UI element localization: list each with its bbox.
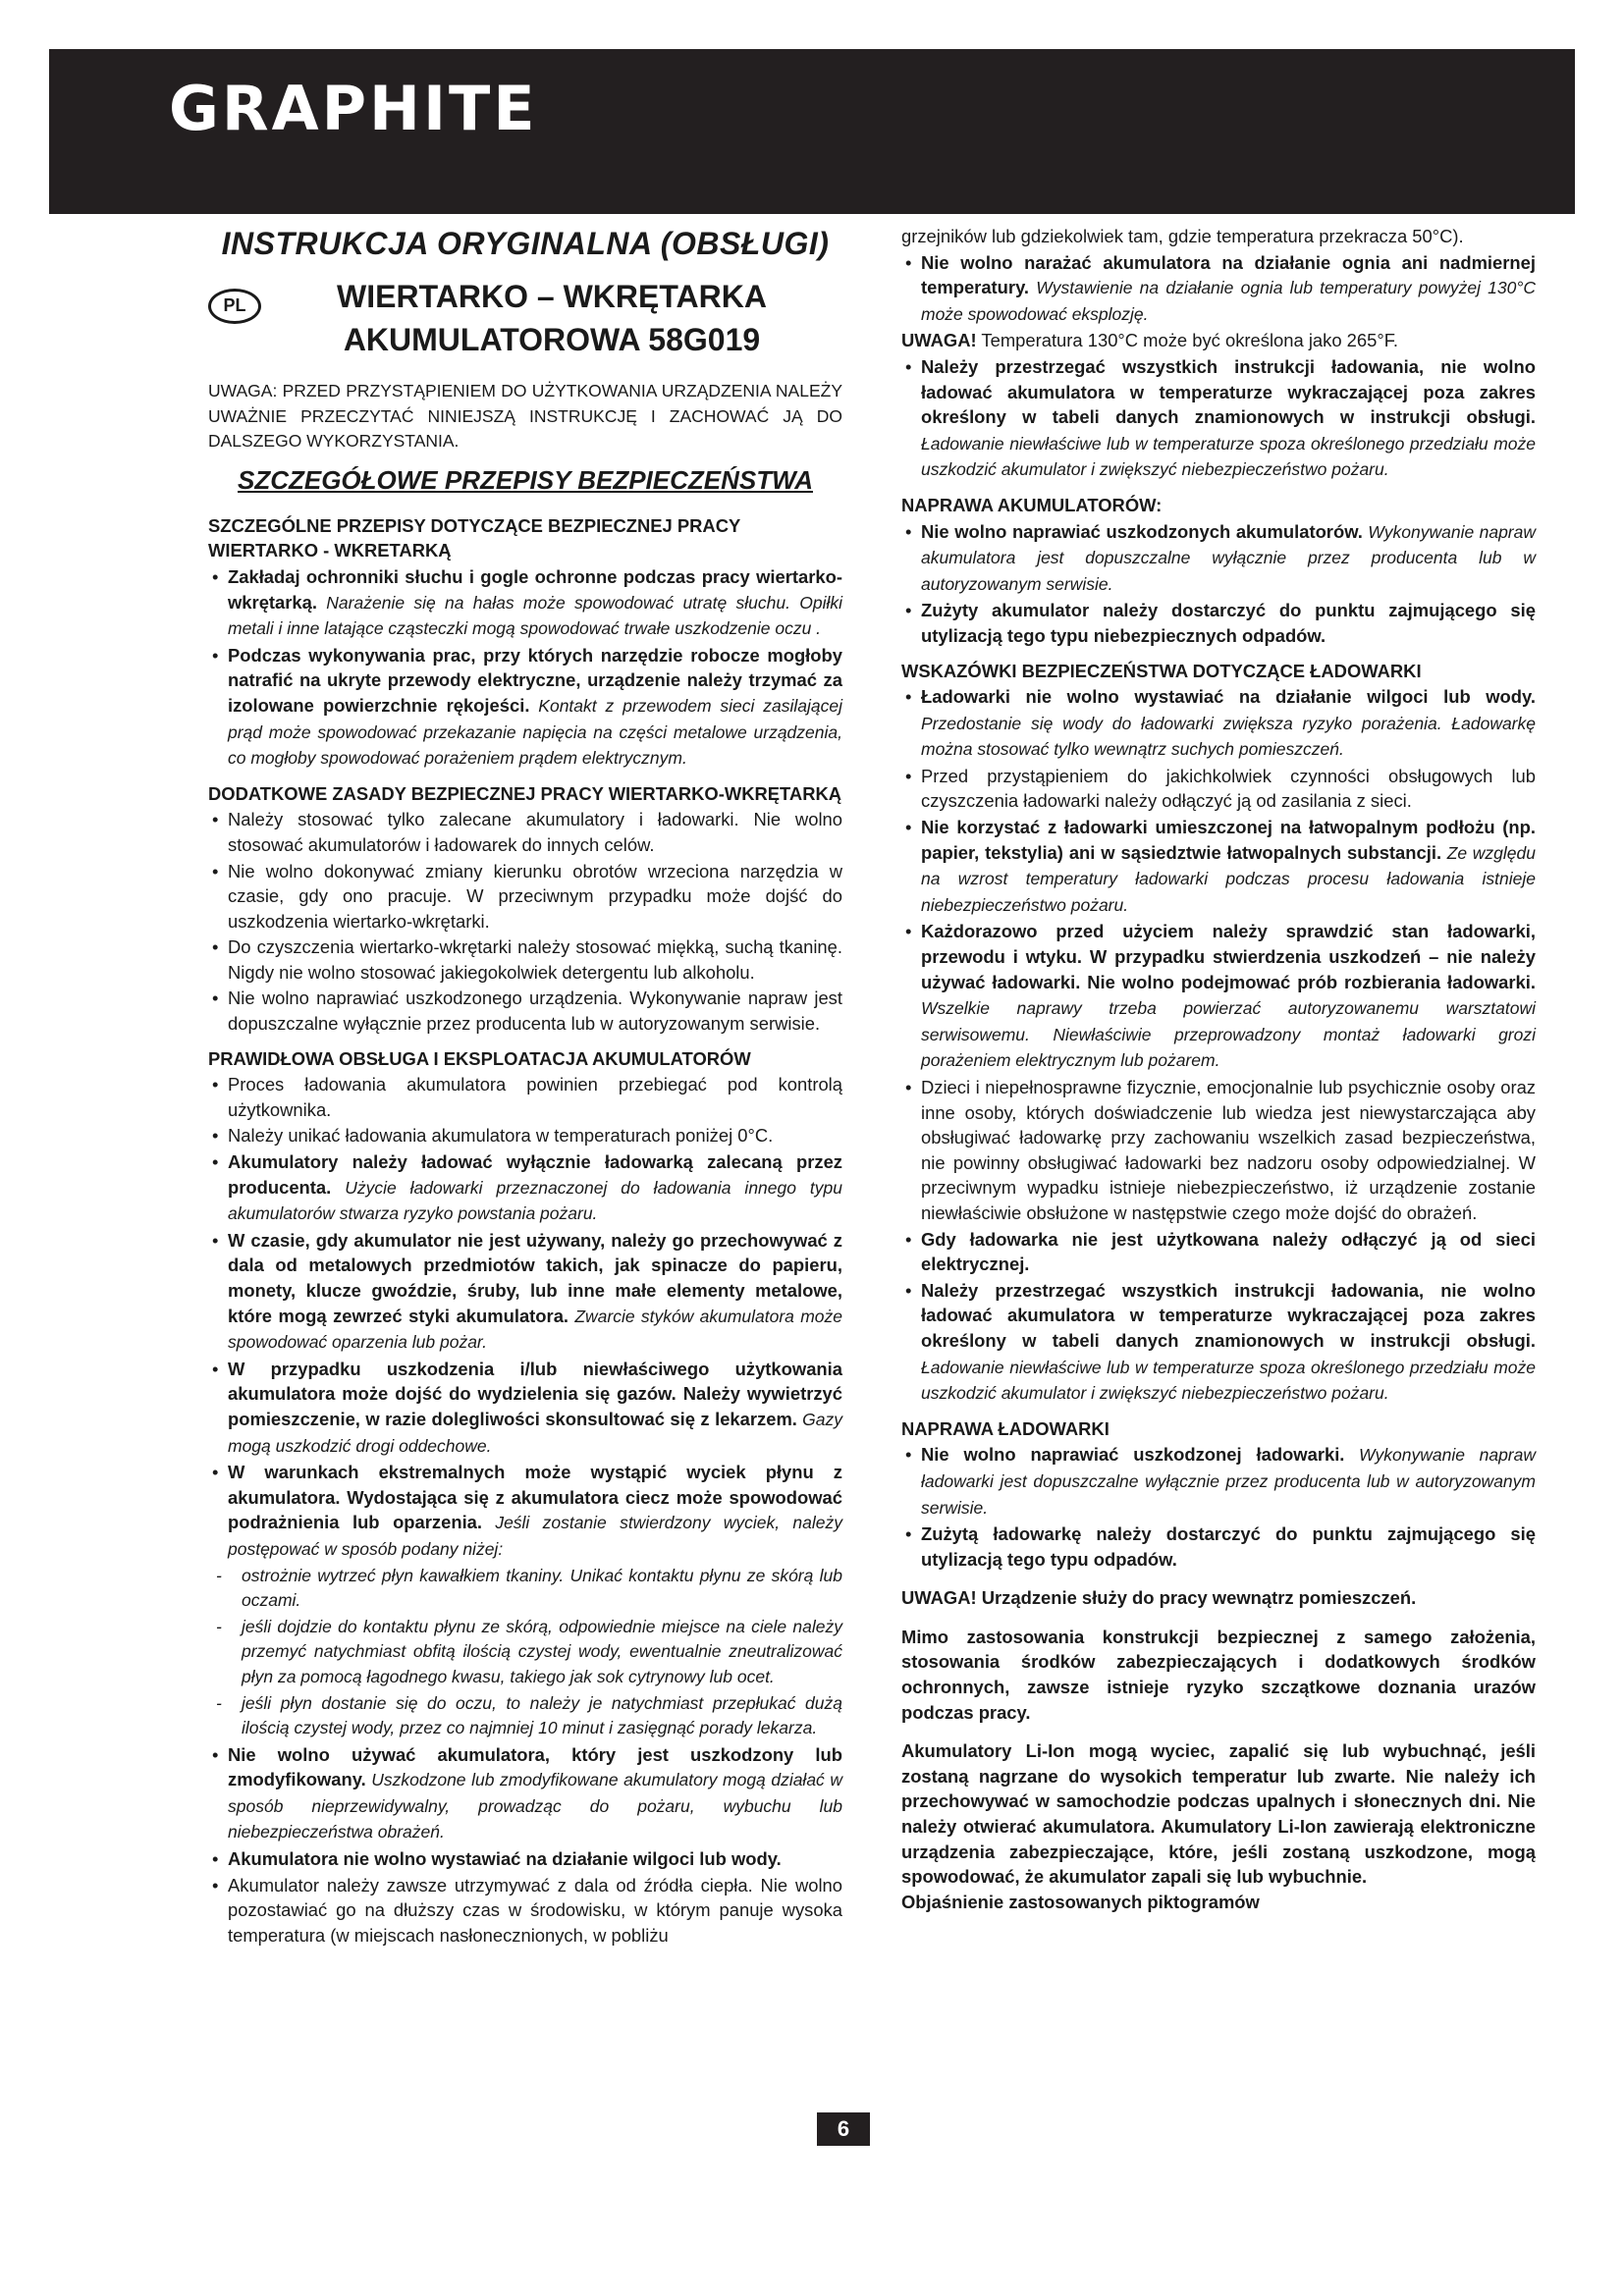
bold-text: Nie wolno używać akumulatora, który jest uszkodzony lub zmodyfikowany. bbox=[228, 1743, 842, 1790]
italic-text: Przedostanie się wody do ładowarki zwiększa ryzyko porażenia. Ładowarkę można stosować tylko wewnątrz suchych pomieszczeń. bbox=[921, 713, 1536, 760]
italic-text: Jeśli zostanie stwierdzony wyciek, należy postępować w sposób podany niżej: bbox=[228, 1513, 842, 1559]
list-item bbox=[208, 643, 842, 772]
list-item bbox=[901, 519, 1536, 598]
bold-text: Akumulatora nie wolno wystawiać na działanie wilgoci lub wody. bbox=[228, 1848, 782, 1870]
list-item bbox=[901, 250, 1536, 328]
li-ion-notice: Akumulatory Li-Ion mogą wyciec, zapalić się lub wybuchnąć, jeśli zostaną nagrzane do wysokich temperatur lub zwarte. Nie należy ich przechowywać w samochodzie podczas upalnych i słonecznych dni. Nie należy otwierać akumulatora. Akumulatory Li-Ion zawierają elektroniczne urządzenia zabezpieczające, które, jeśli zostaną uszkodzone, mogą spowodować, że akumulator zapali się lub wybuchnie. bbox=[901, 1740, 1536, 1888]
italic-text: Gazy mogą uszkodzić drogi oddechowe. bbox=[228, 1409, 842, 1456]
uwaga-text: Temperatura 130°C może być określona jako 265°F. bbox=[976, 330, 1399, 351]
subsection-heading: PRAWIDŁOWA OBSŁUGA I EKSPLOATACJA AKUMULATORÓW bbox=[208, 1047, 751, 1069]
dash-item: - jeśli płyn dostanie się do oczu, to należy je natychmiast przepłukać dużą ilością czystej wody, przez co najmniej 10 minut i zasięgnąć porady lekarza. bbox=[208, 1691, 842, 1741]
bold-text: Nie korzystać z ładowarki umieszczonej na łatwopalnym podłożu (np. papier, tekstylia) ani w sąsiedztwie łatwopalnych substancji. bbox=[921, 817, 1536, 863]
italic-text: Użycie ładowarki przeznaczonej do ładowania innego typu akumulatorów stwarza ryzyko powstania pożaru. bbox=[228, 1177, 842, 1224]
list-item bbox=[208, 1228, 842, 1356]
list-item bbox=[208, 1742, 842, 1845]
language-badge: PL bbox=[208, 289, 261, 324]
body-text: Akumulator należy zawsze utrzymywać z dala od źródła ciepła. Nie wolno pozostawiać go na dłuższy czas w środowisku, w którym panuje wysoka temperatura (w miejscach nasłonecznionych, w pobliżu bbox=[228, 1874, 842, 1946]
list-item bbox=[208, 1357, 842, 1459]
bold-text: Podczas wykonywania prac, przy których narzędzie robocze mogłoby natrafić na ukryte przewody elektryczne, urządzenie należy trzymać za izolowane powierzchnie rękojeści. bbox=[228, 644, 842, 716]
bold-text: Należy przestrzegać wszystkich instrukcji ładowania, nie wolno ładować akumulatora w temperaturze wykraczającej poza zakres określony w tabeli danych znamionowych w instrukcji obsługi. bbox=[921, 1279, 1536, 1351]
list-item bbox=[208, 564, 842, 642]
bold-text: Zakładaj ochronniki słuchu i gogle ochronne podczas pracy wiertarko-wkrętarką. bbox=[228, 565, 842, 613]
italic-text: Ładowanie niewłaściwe lub w temperaturze spoza określonego przedziału może uszkodzić akumulator i zwiększyć niebezpieczeństwo pożaru. bbox=[921, 433, 1536, 480]
continued-text: grzejników lub gdziekolwiek tam, gdzie temperatura przekracza 50°C). bbox=[901, 226, 1464, 246]
body-text: Przed przystąpieniem do jakichkolwiek czynności obsługowych lub czyszczenia ładowarki należy odłączyć ją od zasilania z sieci. bbox=[921, 765, 1536, 812]
list-item bbox=[208, 1873, 842, 1949]
product-heading bbox=[208, 275, 842, 361]
product-name bbox=[261, 275, 842, 361]
bold-text: Ładowarki nie wolno wystawiać na działanie wilgoci lub wody. bbox=[921, 686, 1536, 708]
list-item: • Nie wolno naprawiać uszkodzonego urządzenia. Wykonywanie napraw jest dopuszczalne wyłącznie przez producenta lub w autoryzowanym serwisie. bbox=[208, 986, 842, 1036]
list-item bbox=[208, 1846, 842, 1872]
dash-item: - ostrożnie wytrzeć płyn kawałkiem tkaniny. Unikać kontaktu płynu ze skórą lub oczami. bbox=[208, 1564, 842, 1614]
italic-text: Wystawienie na działanie ognia lub temperatury powyżej 130°C może spowodować eksplozję. bbox=[921, 278, 1536, 324]
list-item bbox=[208, 1123, 842, 1148]
list-item bbox=[901, 764, 1536, 814]
italic-text: Kontakt z przewodem sieci zasilającej prąd może spowodować przekazanie napięcia na części metalowe urządzenia, co mogłoby spowodować porażeniem prądem elektrycznym. bbox=[228, 695, 842, 769]
residual-risk-notice: Mimo zastosowania konstrukcji bezpiecznej z samego założenia, stosowania środków zabezpieczających i dodatkowych środków ochronnych, zawsze istnieje ryzyko szczątkowe doznania urazów podczas pracy. bbox=[901, 1626, 1536, 1723]
body-text: Należy unikać ładowania akumulatora w temperaturach poniżej 0°C. bbox=[228, 1125, 774, 1147]
left-column bbox=[208, 224, 842, 1949]
bold-text: W przypadku uszkodzenia i/lub niewłaściwego użytkowania akumulatora może dojść do wydzielenia się gazów. Należy wywietrzyć pomieszczenie, w razie dolegliwości skonsultować się z lekarzem. bbox=[228, 1358, 842, 1429]
battery-repair-list bbox=[901, 519, 1536, 649]
leak-steps-list bbox=[208, 1564, 842, 1741]
bold-text: Gdy ładowarka nie jest użytkowana należy odłączyć ją od sieci elektrycznej. bbox=[921, 1228, 1536, 1275]
list-item bbox=[901, 1075, 1536, 1226]
pictogram-heading: Objaśnienie zastosowanych piktogramów bbox=[901, 1891, 1260, 1912]
italic-text: Wykonywanie napraw akumulatora jest dopuszczalne wyłącznie przez producenta lub w autoryzowanym serwisie. bbox=[921, 521, 1536, 594]
list-item bbox=[208, 1460, 842, 1562]
warning-notice: UWAGA: PRZED PRZYSTĄPIENIEM DO UŻYTKOWANIA URZĄDZENIA NALEŻY UWAŻNIE PRZECZYTAĆ NINIEJSZĄ INSTRUKCJĘ I ZACHOWAĆ JĄ DO DALSZEGO WYKORZYSTANIA. bbox=[208, 381, 842, 452]
document-title: INSTRUKCJA ORYGINALNA (OBSŁUGI) bbox=[221, 226, 830, 261]
list-item bbox=[208, 1149, 842, 1227]
list-item bbox=[901, 1278, 1536, 1407]
product-name-line1: WIERTARKO – WKRĘTARKA bbox=[337, 279, 767, 314]
subsection-heading: NAPRAWA AKUMULATORÓW: bbox=[901, 494, 1163, 515]
temperature-note bbox=[901, 328, 1536, 353]
bold-text: Akumulatory należy ładować wyłącznie ładowarką zalecaną przez producenta. bbox=[228, 1151, 842, 1198]
bold-text: Należy przestrzegać wszystkich instrukcji ładowania, nie wolno ładować akumulatora w temperaturze wykraczającej poza zakres określony w tabeli danych znamionowych w instrukcji obsługi. bbox=[921, 355, 1536, 428]
fire-list bbox=[901, 250, 1536, 328]
bold-text: Nie wolno narażać akumulatora na działanie ognia ani nadmiernej temperatury. bbox=[921, 251, 1536, 298]
section-title: SZCZEGÓŁOWE PRZEPISY BEZPIECZEŃSTWA bbox=[237, 464, 813, 495]
list-item bbox=[901, 1227, 1536, 1277]
subsection-heading: DODATKOWE ZASADY BEZPIECZNEJ PRACY WIERTARKO-WKRĘTARKĄ bbox=[208, 782, 842, 804]
safety-list-2 bbox=[208, 807, 842, 1036]
graphite-logo: GRAPHITE bbox=[169, 73, 538, 144]
italic-text: Wszelkie naprawy trzeba powierzać autoryzowanemu warsztatowi serwisowemu. Niewłaściwie przeprowadzony montaż ładowarki grozi porażeniem elektrycznym lub pożarem. bbox=[921, 998, 1536, 1071]
bold-text: W warunkach ekstremalnych może wystąpić wyciek płynu z akumulatora. Wydostająca się z akumulatora ciecz może spowodować podrażnienia lub oparzenia. bbox=[228, 1462, 842, 1533]
right-column bbox=[901, 224, 1536, 1914]
bold-text: Nie wolno naprawiać uszkodzonej ładowarki. bbox=[921, 1444, 1345, 1466]
charging-list bbox=[901, 354, 1536, 483]
uwaga-label: UWAGA! bbox=[901, 330, 977, 351]
list-item: • Do czyszczenia wiertarko-wkrętarki należy stosować miękką, suchą tkaninę. Nigdy nie wolno stosować jakiegokolwiek detergentu lub alkoholu. bbox=[208, 934, 842, 985]
indoor-notice: UWAGA! Urządzenie służy do pracy wewnątrz pomieszczeń. bbox=[901, 1587, 1417, 1609]
body-text: Dzieci i niepełnosprawne fizycznie, emocjonalnie lub psychicznie osoby oraz inne osoby, których doświadczenie lub wiedza jest niewystarczająca aby obsługiwać ładowarkę przy zachowaniu wszelkich zasad bezpieczeństwa, nie powinny obsługiwać ładowarki bez nadzoru osoby odpowiedzialnej. W przeciwnym wypadku istnieje niebezpieczeństwo, iż urządzenie zostanie niewłaściwie obsłużone w następstwie czego może dojść do obrażeń. bbox=[921, 1077, 1536, 1223]
bold-text: Nie wolno naprawiać uszkodzonych akumulatorów. bbox=[921, 520, 1363, 542]
charger-repair-list bbox=[901, 1442, 1536, 1572]
subsection-heading: NAPRAWA ŁADOWARKI bbox=[901, 1417, 1110, 1439]
list-item bbox=[208, 1072, 842, 1122]
list-item bbox=[901, 1442, 1536, 1521]
italic-text: Zwarcie styków akumulatora może spowodować oparzenia lub pożar. bbox=[228, 1306, 842, 1353]
page-number: 6 bbox=[817, 2112, 870, 2146]
italic-text: Ładowanie niewłaściwe lub w temperaturze spoza określonego przedziału może uszkodzić akumulator i zwiększyć niebezpieczeństwo pożaru. bbox=[921, 1357, 1536, 1404]
list-item bbox=[901, 919, 1536, 1074]
safety-list-1 bbox=[208, 564, 842, 772]
italic-text: Uszkodzone lub zmodyfikowane akumulatory mogą działać w sposób nieprzewidywalny, prowadząc do pożaru, wybuchu lub niebezpieczeństwa obrażeń. bbox=[228, 1770, 842, 1842]
bold-text: W czasie, gdy akumulator nie jest używany, należy go przechowywać z dala od metalowych przedmiotów takich, jak spinacze do papieru, monety, klucze gwoździe, śruby, lub inne małe elementy metalowe, które mogą zewrzeć styki akumulatora. bbox=[228, 1229, 842, 1326]
bold-text: Każdorazowo przed użyciem należy sprawdzić stan ładowarki, przewodu i wtyku. W przypadku stwierdzenia uszkodzeń – nie należy używać ładowarki. Nie wolno podejmować prób rozbierania ładowarki. bbox=[921, 921, 1536, 992]
list-item bbox=[901, 354, 1536, 483]
subsection-heading: SZCZEGÓLNE PRZEPISY DOTYCZĄCE BEZPIECZNEJ PRACY WIERTARKO - WKRETARKĄ bbox=[208, 514, 740, 561]
bold-text: Zużyty akumulator należy dostarczyć do punktu zajmującego się utylizacją tego typu niebezpiecznych odpadów. bbox=[921, 600, 1536, 646]
list-item: • Nie wolno dokonywać zmiany kierunku obrotów wrzeciona narzędzia w czasie, gdy ono pracuje. W przeciwnym przypadku może dojść do uszkodzenia wiertarko-wkrętarki. bbox=[208, 859, 842, 934]
subsection-heading: WSKAZÓWKI BEZPIECZEŃSTWA DOTYCZĄCE ŁADOWARKI bbox=[901, 660, 1422, 681]
battery-list-continued bbox=[208, 1742, 842, 1949]
charger-safety-list bbox=[901, 684, 1536, 1407]
battery-list bbox=[208, 1072, 842, 1562]
list-item: • Należy stosować tylko zalecane akumulatory i ładowarki. Nie wolno stosować akumulatorów i ładowarek do innych celów. bbox=[208, 807, 842, 857]
bold-text: Zużytą ładowarkę należy dostarczyć do punktu zajmującego się utylizacją tego typu odpadów. bbox=[921, 1523, 1536, 1570]
list-item bbox=[901, 598, 1536, 648]
italic-text: Narażenie się na hałas może spowodować utratę słuchu. Opiłki metali i inne latające cząsteczki mogą spowodować trwałe uszkodzenie oczu . bbox=[228, 592, 842, 639]
list-item bbox=[901, 1522, 1536, 1572]
body-text: Proces ładowania akumulatora powinien przebiegać pod kontrolą użytkownika. bbox=[228, 1074, 842, 1120]
italic-text: Ze względu na wzrost temperatury ładowarki podczas procesu ładowania istnieje niebezpieczeństwo pożaru. bbox=[921, 842, 1536, 915]
italic-text: Wykonywanie napraw ładowarki jest dopuszczalne wyłącznie przez producenta lub w autoryzowanym serwisie. bbox=[921, 1445, 1536, 1518]
list-item bbox=[901, 815, 1536, 918]
dash-item: - jeśli dojdzie do kontaktu płynu ze skórą, odpowiednie miejsce na ciele należy przemyć natychmiast obfitą ilością czystej wody, ewentualnie zneutralizować płyn za pomocą łagodnego kwasu, takiego jak sok cytrynowy lub ocet. bbox=[208, 1615, 842, 1690]
product-name-line2: AKUMULATOROWA 58G019 bbox=[343, 322, 761, 357]
list-item bbox=[901, 684, 1536, 763]
